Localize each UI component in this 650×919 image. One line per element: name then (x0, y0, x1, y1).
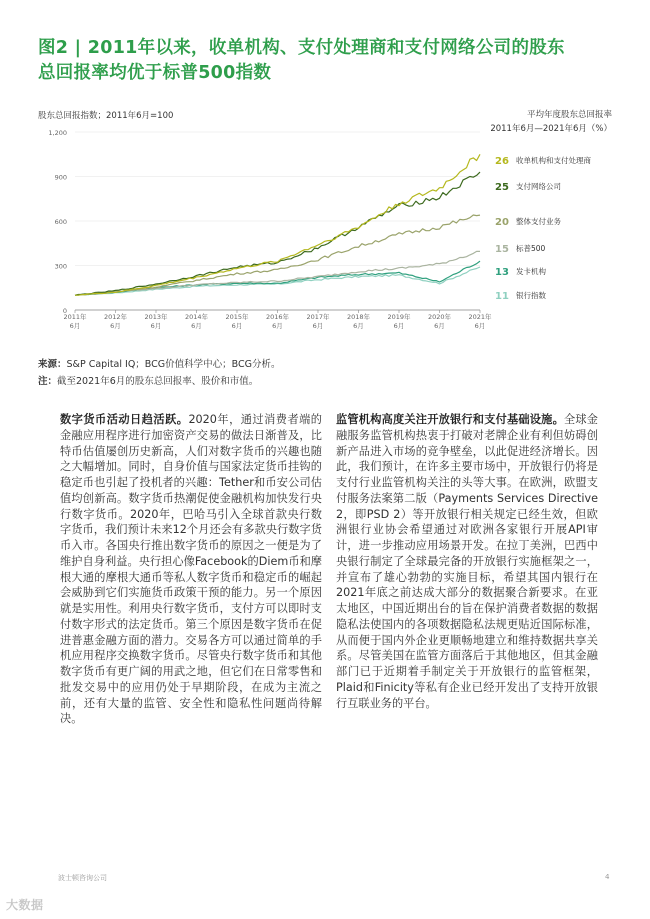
x-tick-label-year: 2021年 (468, 313, 492, 321)
page-title (38, 36, 618, 86)
left-column-heading: 数字货币活动日趋活跃。 (60, 413, 189, 426)
x-tick-label-month: 6月 (474, 322, 486, 330)
legend-label: 标普500 (516, 244, 546, 253)
x-tick-label-month: 6月 (110, 322, 121, 330)
legend-title-line-1: 平均年度股东总回报率 (526, 110, 612, 120)
right-column-heading: 监管机构高度关注开放银行和支付基础设施。 (336, 413, 564, 426)
series-line (75, 172, 480, 295)
x-tick-label-year: 2015年 (225, 313, 249, 321)
x-tick-label-year: 2016年 (265, 313, 290, 321)
left-column-paragraph (60, 412, 322, 727)
note-label: 注： (38, 376, 58, 387)
chart-source (38, 356, 618, 390)
x-tick-label-month: 6月 (353, 322, 364, 330)
x-tick-label-year: 2020年 (427, 313, 452, 321)
legend-rate: 20 (495, 217, 509, 228)
legend-rate: 26 (495, 156, 509, 167)
source-text: S&P Capital IQ；BCG价值科学中心；BCG分析。 (66, 359, 281, 370)
x-tick-label-month: 6月 (434, 322, 445, 330)
right-column-paragraph (336, 412, 598, 711)
source-line (38, 356, 618, 373)
left-column-body: 2020年，通过消费者端的金融应用程序进行加密资产交易的做法日渐普及，比特币估值屡创历史新高，人们对数字货币的兴趣也随之大幅增加。同时，自身价值与国家法定货币挂钩的稳定币也引起了投机者的兴趣：Tether和币安公司估值均创新高。数字货币热潮促使金融机构加快发行央行数字货币。2020年，巴哈马引入全球首款央行数字货币，我们预计未来12个月还会有多款央行数字货币入市。各国央行推出数字货币的原因之一便是为了维护自身利益。央行担心像Facebook的Diem币和摩根大通的摩根大通币等私人数字货币和稳定币的崛起会威胁到它们实施货币政策干预的能力。另一个原因就是实用性。利用央行数字货币，支付方可以即时支付数字形式的法定货币。第三个原因是数字货币在促进普惠金融方面的潜力。交易各方可以通过简单的手机应用程序交换数字货币。尽管央行数字货币和其他数字货币有更广阔的用武之地，但它们在日常零售和批发交易中的应用仍处于早期阶段，在成为主流之前，还有大量的监管、安全性和隐私性问题尚待解决。 (60, 413, 322, 726)
x-tick-label-year: 2017年 (306, 313, 330, 321)
x-tick-label-month: 6月 (191, 322, 202, 330)
x-tick-label-month: 6月 (231, 322, 243, 330)
legend-rate: 11 (495, 291, 509, 302)
note-text: 截至2021年6月的股东总回报率、股价和市值。 (57, 376, 259, 387)
x-tick-label-month: 6月 (272, 322, 283, 330)
legend-rate: 25 (495, 182, 509, 193)
note-line (38, 373, 618, 390)
x-tick-label-year: 2011年 (63, 313, 87, 321)
x-tick-label-month: 6月 (150, 322, 162, 330)
x-tick-label-month: 6月 (312, 322, 324, 330)
y-axis-title: 股东总回报指数；2011年6月=100 (38, 111, 174, 121)
series-line (75, 215, 480, 295)
y-tick-label: 1,200 (48, 129, 67, 137)
x-tick-label-year: 2014年 (184, 313, 209, 321)
legend-label: 支付网络公司 (516, 182, 561, 191)
source-label: 来源： (38, 359, 67, 370)
page-title-line-2: 总回报率均优于标普500指数 (38, 63, 272, 83)
x-tick-label-year: 2019年 (387, 313, 411, 321)
y-tick-label: 600 (54, 218, 67, 226)
legend-rate: 15 (495, 244, 509, 255)
footer-page-number: 4 (605, 873, 610, 881)
page-title-line-1: 图2 | 2011年以来，收单机构、支付处理商和支付网络公司的股东 (38, 38, 565, 58)
watermark: 大数据 (6, 898, 44, 912)
y-tick-label: 300 (54, 262, 67, 271)
legend-label: 收单机构和支付处理商 (516, 156, 591, 165)
legend-title-line-2: 2011年6月—2021年6月（%） (490, 124, 612, 134)
x-tick-label-year: 2013年 (144, 313, 168, 321)
y-tick-label: 900 (54, 173, 67, 182)
x-tick-label-month: 6月 (69, 322, 81, 330)
y-tick-label: 0 (62, 307, 67, 315)
right-column-body: 全球金融服务监管机构热衷于打破对老牌企业有利但妨碍创新产品进入市场的竞争壁垒，以此促进经济增长。因此，我们预计，在许多主要市场中，开放银行仍将是支付行业监管机构关注的头等大事。在欧洲，欧盟支付服务法案第二版（Payments Services Directive 2，即PSD 2）等开放银行相关规定已经生效，但欧洲银行业协会希望通过对欧洲各家银行开展API审计，进一步推动应用场景开发。在拉丁美洲，巴西中央银行制定了全球最完备的开放银行实施框架之一，并宣布了雄心勃勃的实施目标，希望其国内银行在2021年底之前达成大部分的数据聚合新要求。在亚太地区，中国近期出台的旨在保护消费者数据的数据隐私法使国内的各项数据隐私法规更贴近国际标准，从而便于国内外企业更顺畅地建立和维持数据共享关系。尽管美国在监管方面落后于其他地区，但其金融部门已于近期着手制定关于开放银行的监管框架，Plaid和Finicity等私有企业已经开发出了支持开放银行互联业务的平台。 (336, 413, 598, 710)
series-line (75, 251, 480, 295)
legend-label: 发卡机构 (516, 267, 546, 276)
legend-label: 银行指数 (516, 291, 546, 300)
series-line (75, 154, 480, 295)
legend-label: 整体支付业务 (516, 217, 561, 226)
x-tick-label-month: 6月 (393, 322, 405, 330)
series-line (75, 267, 480, 295)
series-line (75, 261, 480, 295)
x-tick-label-year: 2012年 (103, 313, 128, 321)
footer-publisher: 波士顿咨询公司 (58, 874, 107, 882)
legend-rate: 13 (495, 267, 509, 278)
x-tick-label-year: 2018年 (346, 313, 371, 321)
